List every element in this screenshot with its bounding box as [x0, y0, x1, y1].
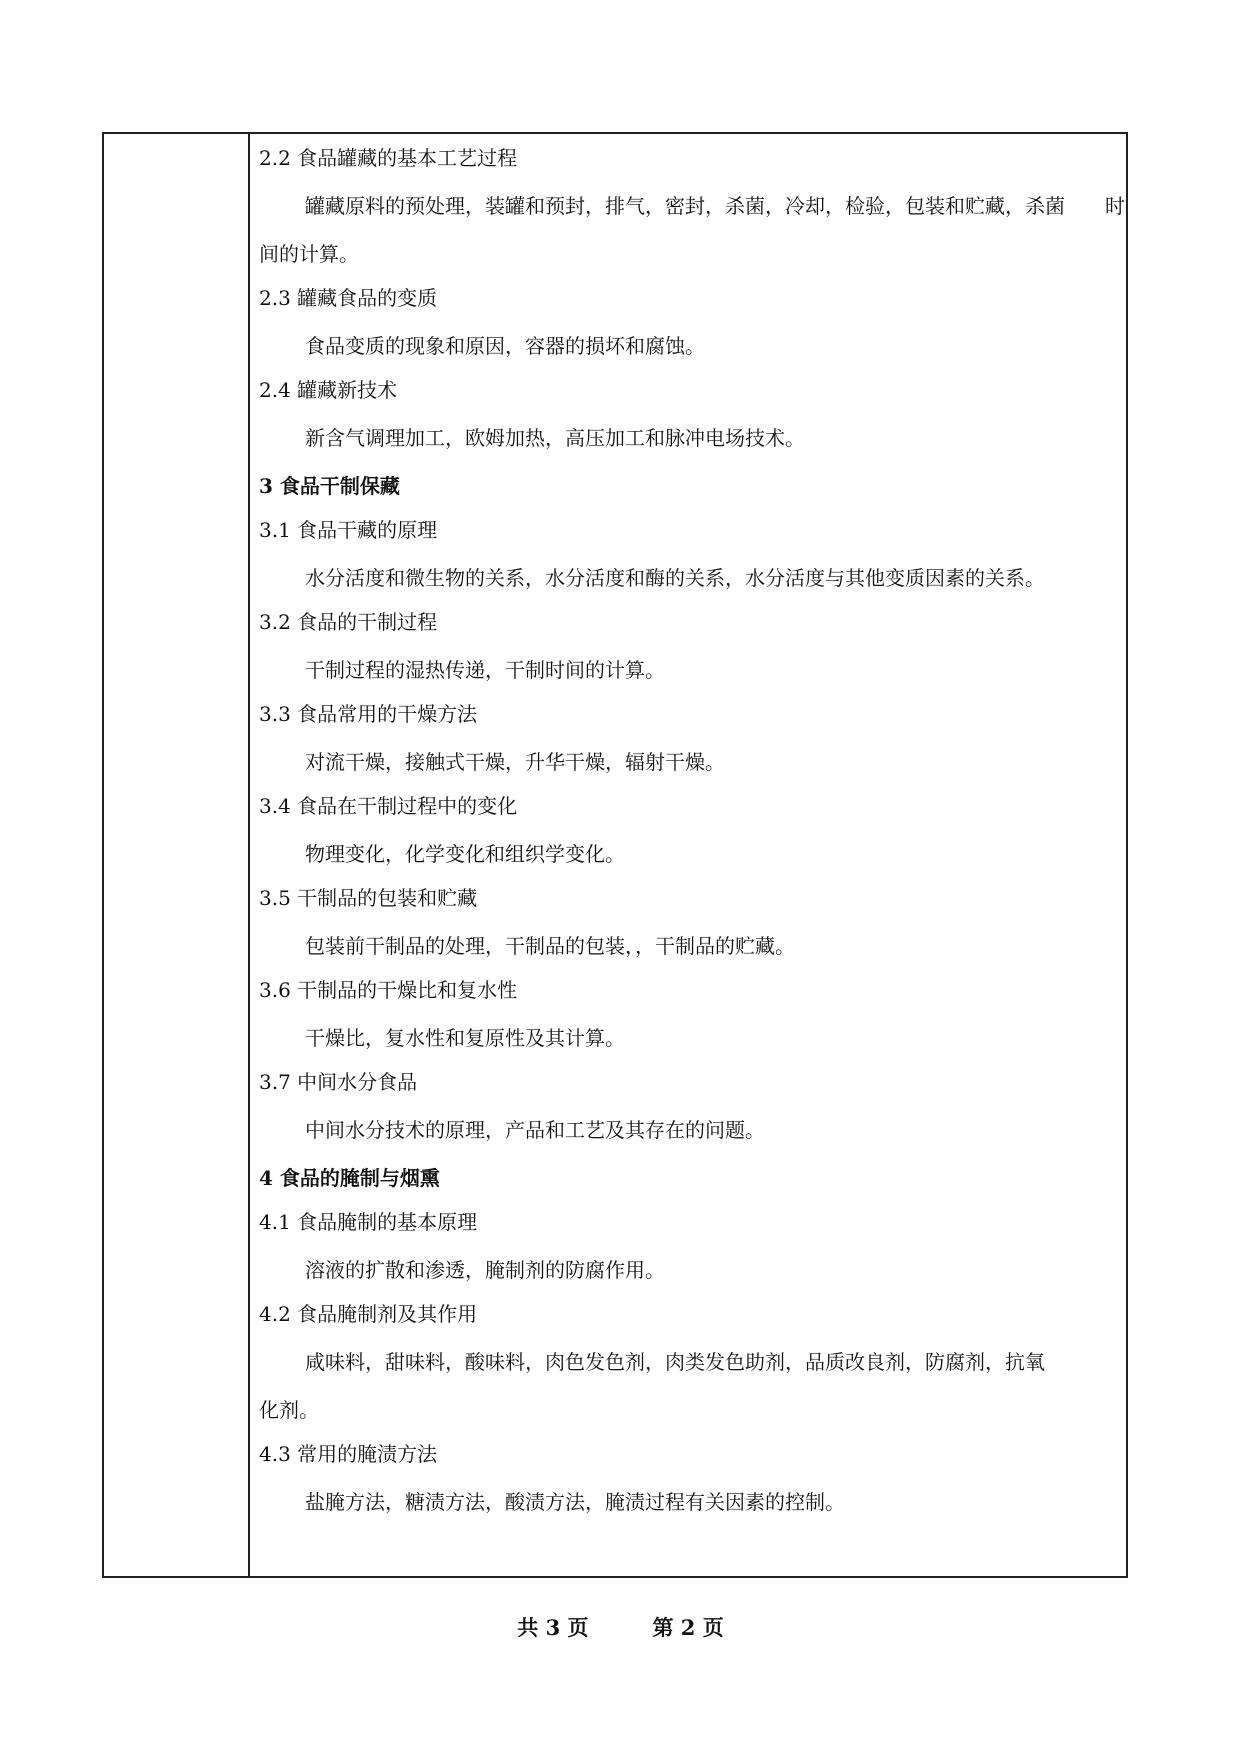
paragraph-line: 物理变化，化学变化和组织学变化。	[305, 842, 625, 866]
paragraph-line: 干燥比，复水性和复原性及其计算。	[305, 1026, 625, 1050]
paragraph-line: 溶液的扩散和渗透，腌制剂的防腐作用。	[305, 1258, 665, 1282]
subsection-heading: 2.2 食品罐藏的基本工艺过程	[259, 146, 518, 170]
paragraph-line: 中间水分技术的原理，产品和工艺及其存在的问题。	[305, 1118, 765, 1142]
subsection-heading: 3.3 食品常用的干燥方法	[259, 702, 478, 726]
paragraph-line: 盐腌方法，糖渍方法，酸渍方法，腌渍过程有关因素的控制。	[305, 1490, 845, 1514]
total-pages-label: 共 3 页	[517, 1615, 589, 1640]
paragraph-line: 对流干燥，接触式干燥，升华干燥，辐射干燥。	[305, 750, 725, 774]
paragraph-line: 食品变质的现象和原因，容器的损坏和腐蚀。	[305, 334, 705, 358]
subsection-heading: 4.1 食品腌制的基本原理	[259, 1210, 478, 1234]
current-page-label: 第 2 页	[652, 1615, 724, 1640]
subsection-heading: 4.3 常用的腌渍方法	[259, 1442, 438, 1466]
paragraph-line: 咸味料，甜味料，酸味料，肉色发色剂，肉类发色助剂，品质改良剂，防腐剂，抗氧	[305, 1350, 1045, 1374]
page-footer	[0, 1612, 1241, 1642]
content-table	[102, 132, 1128, 1578]
subsection-heading: 3.2 食品的干制过程	[259, 610, 438, 634]
paragraph-line: 新含气调理加工，欧姆加热，高压加工和脉冲电场技术。	[305, 426, 805, 450]
column-divider	[248, 134, 250, 1576]
section-heading: 4 食品的腌制与烟熏	[259, 1166, 440, 1190]
subsection-heading: 2.4 罐藏新技术	[259, 378, 398, 402]
subsection-heading: 3.7 中间水分食品	[259, 1070, 418, 1094]
paragraph-line: 干制过程的湿热传递，干制时间的计算。	[305, 658, 665, 682]
paragraph-line: 罐藏原料的预处理，装罐和预封，排气，密封，杀菌，冷却，检验，包装和贮藏，杀菌 时	[305, 194, 1125, 218]
subsection-heading: 3.1 食品干藏的原理	[259, 518, 438, 542]
paragraph-line: 包装前干制品的处理，干制品的包装，，干制品的贮藏。	[305, 934, 795, 958]
section-heading: 3 食品干制保藏	[259, 474, 400, 498]
paragraph-line: 水分活度和微生物的关系，水分活度和酶的关系，水分活度与其他变质因素的关系。	[305, 566, 1045, 590]
paragraph-line: 间的计算。	[259, 242, 359, 266]
subsection-heading: 2.3 罐藏食品的变质	[259, 286, 438, 310]
subsection-heading: 3.5 干制品的包装和贮藏	[259, 886, 478, 910]
subsection-heading: 3.6 干制品的干燥比和复水性	[259, 978, 518, 1002]
paragraph-line: 化剂。	[259, 1398, 319, 1422]
subsection-heading: 3.4 食品在干制过程中的变化	[259, 794, 518, 818]
subsection-heading: 4.2 食品腌制剂及其作用	[259, 1302, 478, 1326]
table-content-cell	[259, 146, 1125, 1514]
